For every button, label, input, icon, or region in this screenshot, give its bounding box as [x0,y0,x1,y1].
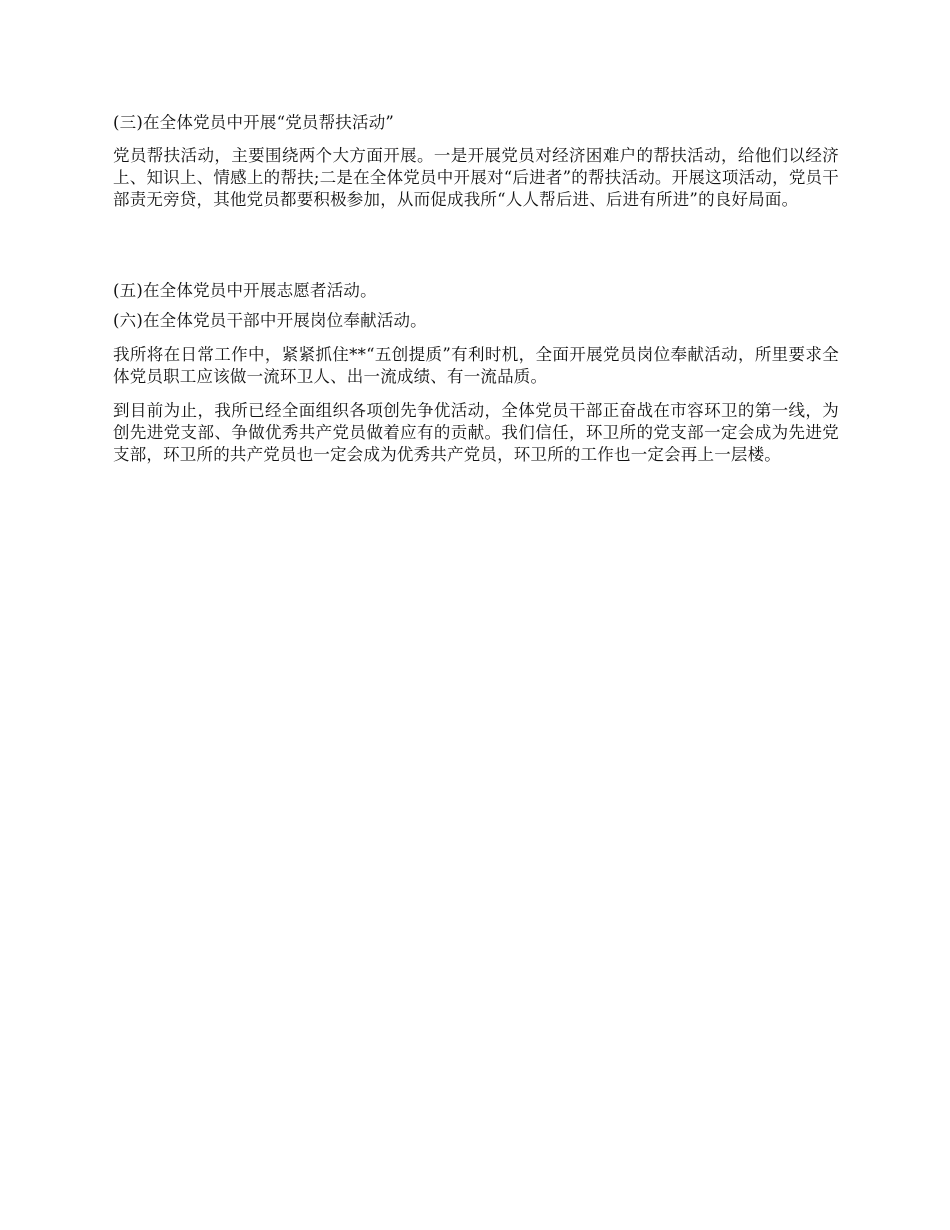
body-paragraph-assistance: 党员帮扶活动，主要围绕两个大方面开展。一是开展党员对经济困难户的帮扶活动，给他们以经济上、知识上、情感上的帮扶;二是在全体党员中开展对“后进者”的帮扶活动。开展这项活动，党员干部责无旁贷，其他党员都要积极参加，从而促成我所“人人帮后进、后进有所进”的良好局面。 [113,146,839,209]
section-heading-5: (五)在全体党员中开展志愿者活动。 [113,281,377,300]
section-heading-3: (三)在全体党员中开展“党员帮扶活动” [113,113,395,132]
body-paragraph-conclusion: 到目前为止，我所已经全面组织各项创先争优活动，全体党员干部正奋战在市容环卫的第一线，为创先进党支部、争做优秀共产党员做着应有的贡献。我们信任，环卫所的党支部一定会成为先进党支部，环卫所的共产党员也一定会成为优秀共产党员，环卫所的工作也一定会再上一层楼。 [113,401,839,464]
body-paragraph-dedication: 我所将在日常工作中，紧紧抓住**“五创提质”有利时机，全面开展党员岗位奉献活动，所里要求全体党员职工应该做一流环卫人、出一流成绩、有一流品质。 [113,345,839,386]
section-heading-6: (六)在全体党员干部中开展岗位奉献活动。 [113,311,427,330]
document-body [113,112,839,466]
